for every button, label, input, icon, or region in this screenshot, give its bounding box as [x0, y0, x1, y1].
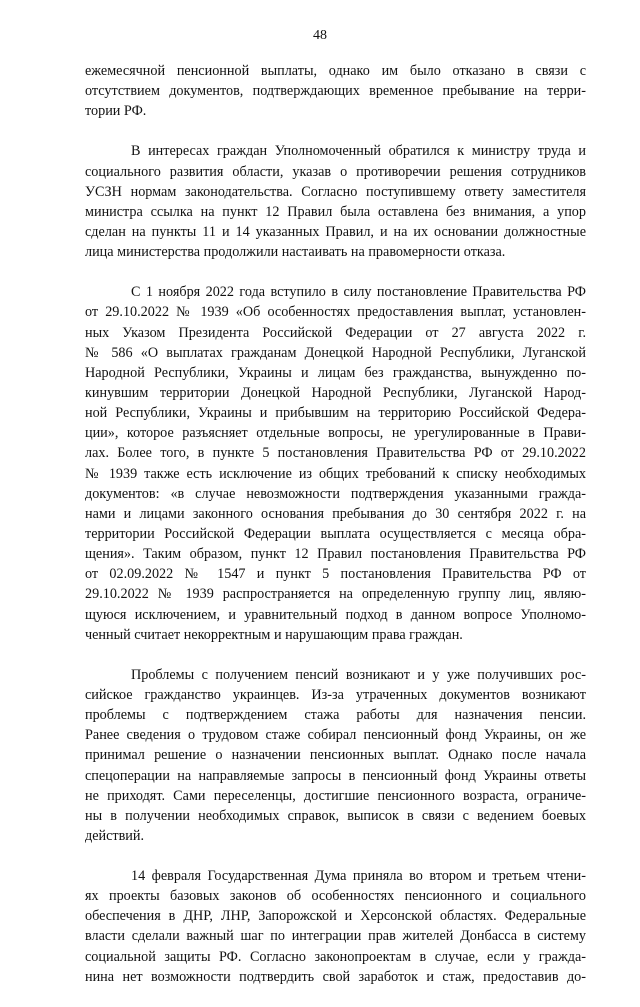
text-line: социального развития области, указав о противоречии решения сотрудников — [85, 163, 586, 180]
text-line: № 586 «О выплатах гражданам Донецкой Народной Республики, Луганской — [85, 344, 586, 361]
text-line: территории Российской Федерации выплата осуществляется с месяца обра- — [85, 525, 586, 542]
paragraph-3 — [85, 282, 586, 645]
text-line: 29.10.2022 № 1939 распространяется на определенную группу лиц, являю- — [85, 586, 586, 603]
text-line: документов: «в случае невозможности подтверждения указанными гражда- — [85, 485, 586, 502]
text-line: сделан на пункты 11 и 14 указанных Правил, и на их основании должностные — [85, 223, 586, 240]
document-body — [85, 61, 586, 1007]
text-line: спецоперации на направляемые запросы в пенсионный фонд Украины ответы — [85, 767, 586, 784]
text-line: 14 февраля Государственная Дума приняла во втором и третьем чтени- — [131, 868, 586, 885]
paragraph-2 — [85, 141, 586, 262]
paragraph-1 — [85, 61, 586, 121]
text-line: В интересах граждан Уполномоченный обратился к министру труда и — [131, 143, 586, 160]
text-line: нами и лицами законного основания пребывания до 30 сентября 2022 г. на — [85, 505, 586, 522]
text-line: лица министерства продолжили настаивать на правомерности отказа. — [85, 244, 506, 261]
text-line: Проблемы с получением пенсий возникают и у уже получивших рос- — [131, 666, 586, 683]
text-line: ной Республики, Украины и прибывшим на территорию Российской Федера- — [85, 405, 586, 422]
text-line: обеспечения в ДНР, ЛНР, Запорожской и Херсонской областях. Федеральные — [85, 908, 586, 925]
text-line: министра ссылка на пункт 12 Правил была оставлена без внимания, а упор — [85, 203, 586, 220]
text-line: С 1 ноября 2022 года вступило в силу постановление Правительства РФ — [131, 284, 586, 301]
text-line: не приходят. Сами переселенцы, достигшие пенсионного возраста, ограниче- — [85, 787, 586, 804]
text-line: Народной Республики, Украины и лицам без гражданства, вынужденно по- — [85, 364, 586, 381]
page-number: 48 — [313, 28, 327, 43]
text-line: № 1939 также есть исключение из общих требований к списку необходимых — [85, 465, 586, 482]
text-line: Ранее сведения о трудовом стаже собирал пенсионный фонд Украины, он же — [85, 727, 586, 744]
text-line: от 29.10.2022 № 1939 «Об особенностях предоставления выплат, установлен- — [85, 304, 586, 321]
text-line: щения». Таким образом, пункт 12 Правил постановления Правительства РФ — [85, 546, 586, 563]
text-line: действий. — [85, 827, 145, 844]
text-line: от 02.09.2022 № 1547 и пункт 5 постановления Правительства РФ от — [85, 566, 586, 583]
text-line: проблемы с подтверждением стажа работы для назначения пенсии. — [85, 707, 586, 724]
text-line: сийское гражданство украинцев. Из-за утраченных документов возникают — [85, 686, 586, 703]
text-line: УСЗН нормам законодательства. Согласно поступившему ответу заместителя — [85, 183, 586, 200]
text-line: принимал решение о назначении пенсионных выплат. Однако после начала — [85, 747, 586, 764]
text-line: власти сделали важный шаг по интеграции прав жителей Донбасса в систему — [85, 928, 586, 945]
paragraph-4 — [85, 665, 586, 846]
text-line: ежемесячной пенсионной выплаты, однако им было отказано в связи с — [85, 63, 586, 79]
text-line: ях проекты базовых законов об особенностях пенсионного и социального — [85, 888, 586, 905]
paragraph-5 — [85, 866, 586, 987]
text-line: лах. Более того, в пункте 5 постановления Правительства РФ от 29.10.2022 — [85, 445, 586, 462]
text-line: нина нет возможности подтвердить свой заработок и стаж, предоставив до- — [85, 968, 586, 985]
text-line: кинувшим территории Донецкой Народной Республики, Луганской Народ- — [85, 384, 586, 401]
text-line: ченный считает некорректным и нарушающим права граждан. — [85, 626, 463, 643]
text-line: ны в получении необходимых справок, выписок в связи с ведением боевых — [85, 807, 586, 824]
text-line: тории РФ. — [85, 103, 147, 120]
text-line: ции», которое разъясняет отдельные вопросы, не урегулированные в Прави- — [85, 425, 586, 442]
text-line: ных Указом Президента Российской Федерации от 27 августа 2022 г. — [85, 324, 586, 341]
text-line: социальной защиты РФ. Согласно законопроектам в случае, если у гражда- — [85, 948, 586, 965]
text-line: отсутствием документов, подтверждающих временное пребывание на терри- — [85, 83, 586, 100]
text-line: щуюся исключением, и уравнительный подход в данном вопросе Уполномо- — [85, 606, 586, 623]
